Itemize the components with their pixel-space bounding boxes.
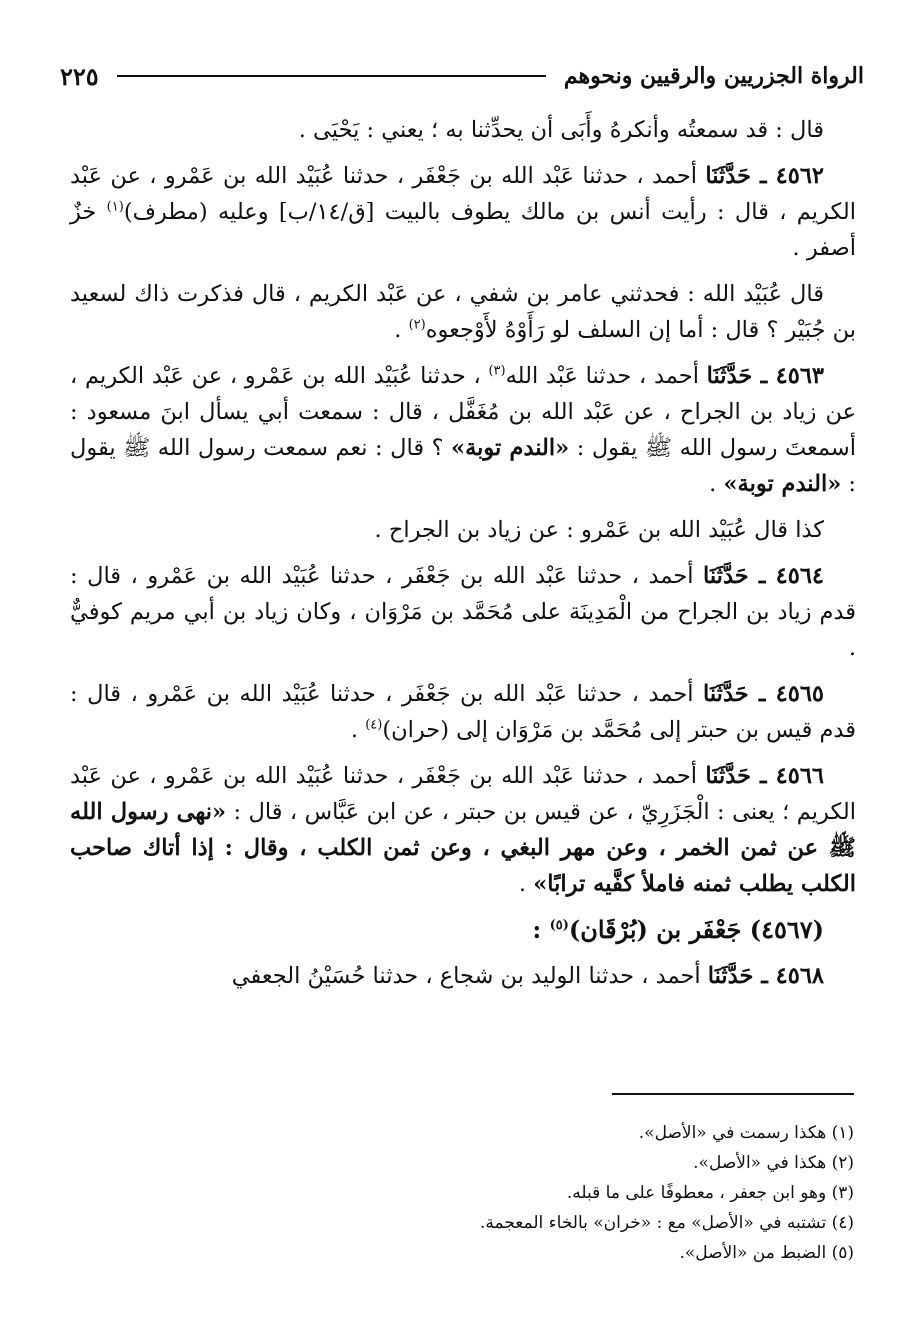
main-text (70, 112, 856, 1004)
hadith-4562: ٤٥٦٢ ـ حَدَّثَنَا أحمد ، حدثنا عَبْد الله بن جَعْفَر ، حدثنا عُبَيْد الله بن عَمْرو ، عن عَبْد الكريم ، قال : رأيت أنس بن مالك يطوف بالبيت [ق/١٤/ب] وعليه (مطرف)$^{(١)}$ خزٌ أصفر . (70, 163, 856, 261)
hadith-number: ٤٥٦٥ ـ حَدَّثَنَا (703, 681, 824, 707)
hadith-4568: ٤٥٦٨ ـ حَدَّثَنَا أحمد ، حدثنا الوليد بن شجاع ، حدثنا حُسَيْنُ الجعفي (231, 963, 824, 989)
hadith-number: ٤٥٦٣ ـ حَدَّثَنَا (706, 363, 824, 389)
footnote-ref-1[interactable]: (١) (106, 199, 124, 215)
quote-text: «الندم توبة» (451, 435, 570, 461)
paragraph-5: كذا قال عُبَيْد الله بن عَمْرو : عن زياد بن الجراح . (374, 517, 824, 543)
footnote-ref-5[interactable]: (٥) (549, 918, 569, 933)
page-number: ٢٢٥ (60, 61, 99, 91)
footnote-ref-2[interactable]: (٢) (408, 317, 426, 333)
paragraph-3: قال عُبَيْد الله : فحدثني عامر بن شفي ، عن عَبْد الكريم ، قال فذكرت ذاك لسعيد بن جُبَيْر ؟ قال : أما إن السلف لو رَأَوْهُ لأَوْجعوه$^{(٢)}$ . (70, 281, 856, 343)
quote-text: «نهى رسول الله ﷺ عن ثمن الخمر ، وعن مهر البغي ، وعن ثمن الكلب ، وقال : إذا أتاك صاحب الكلب يطلب ثمنه فاملأ كفَّيه ترابًا» (70, 799, 856, 897)
footnote-ref-4[interactable]: (٤) (365, 717, 383, 733)
header-rule (117, 75, 546, 77)
hadith-number: ٤٥٦٦ ـ حَدَّثَنَا (705, 763, 824, 789)
hadith-4563: ٤٥٦٣ ـ حَدَّثَنَا أحمد ، حدثنا عَبْد الله$^{(٣)}$ ، حدثنا عُبَيْد الله بن عَمْرو ، عن عَبْد الكريم ، عن زياد بن الجراح ، عن عَبْد الله بن مُغَفَّل ، قال : سمعت أبي يسأل ابنَ مسعود : أسمعتَ رسول الله ﷺ يقول : «الندم توبة» ؟ قال : نعم سمعت رسول الله ﷺ يقول : «الندم توبة» . (70, 363, 857, 497)
footnote-separator (612, 1093, 854, 1095)
footnote-1: (١) هكذا رسمت في «الأصل». (638, 1123, 854, 1143)
paragraph-1: قال : قد سمعتُه وأنكرهُ وأَبَى أن يحدِّثنا به ؛ يعني : يَحْيَى . (298, 117, 824, 143)
footnote-4: (٤) تشتبه في «الأصل» مع : «خران» بالخاء المعجمة. (479, 1213, 854, 1233)
footnotes (70, 1118, 854, 1268)
hadith-4564: ٤٥٦٤ ـ حَدَّثَنَا أحمد ، حدثنا عَبْد الله بن جَعْفَر ، حدثنا عُبَيْد الله بن عَمْرو ، قال : قدم زياد بن الجراح من الْمَدِينَة على مُحَمَّد بن مَرْوَان ، وكان زياد بن أبي مريم كوفيٌّ . (70, 563, 856, 661)
hadith-4566: ٤٥٦٦ ـ حَدَّثَنَا أحمد ، حدثنا عَبْد الله بن جَعْفَر ، حدثنا عُبَيْد الله بن عَمْرو ، عن عَبْد الكريم ؛ يعنى : الْجَزَرِيّ ، عن قيس بن حبتر ، عن ابن عَبَّاس ، قال : «نهى رسول الله ﷺ عن ثمن الخمر ، وعن مهر البغي ، وعن ثمن الكلب ، وقال : إذا أتاك صاحب الكلب يطلب ثمنه فاملأ كفَّيه ترابًا» . (70, 763, 856, 897)
footnote-ref-3[interactable]: (٣) (488, 363, 506, 379)
section-heading: (٤٥٦٧) جَعْفَر بن (بُرْقَان)$^{(٥)}$ : (532, 915, 824, 944)
running-title: الرواة الجزريين والرقيين ونحوهم (563, 63, 864, 89)
footnote-3: (٣) وهو ابن جعفر ، معطوفًا على ما قبله. (566, 1183, 854, 1203)
page-header (60, 56, 864, 96)
footnote-5: (٥) الضبط من «الأصل». (679, 1243, 854, 1263)
hadith-number: ٤٥٦٨ ـ حَدَّثَنَا (707, 963, 824, 989)
hadith-number: ٤٥٦٢ ـ حَدَّثَنَا (705, 163, 824, 189)
hadith-number: ٤٥٦٤ ـ حَدَّثَنَا (703, 563, 824, 589)
quote-text: «الندم توبة» (723, 471, 842, 497)
hadith-4565: ٤٥٦٥ ـ حَدَّثَنَا أحمد ، حدثنا عَبْد الله بن جَعْفَر ، حدثنا عُبَيْد الله بن عَمْرو ، قال : قدم قيس بن حبتر إلى مُحَمَّد بن مَرْوَان إلى (حران)$^{(٤)}$ . (70, 681, 856, 743)
footnote-2: (٢) هكذا في «الأصل». (693, 1153, 854, 1173)
